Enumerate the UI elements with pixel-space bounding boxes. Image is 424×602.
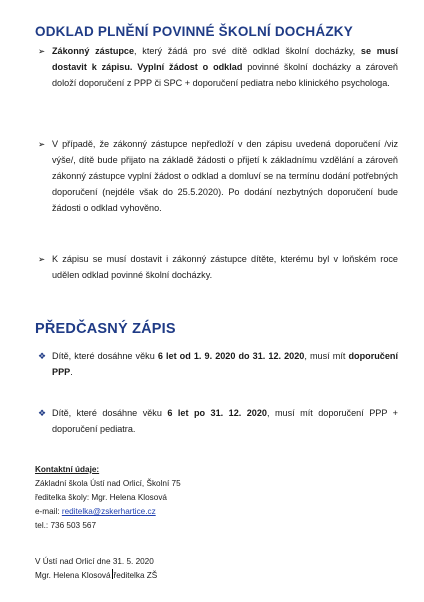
predcasny-item-2 [38, 405, 398, 437]
contact-block [35, 463, 181, 533]
text-run: , musí mít [304, 351, 349, 361]
signature-line [35, 569, 157, 583]
place-date: V Ústí nad Orlicí dne 31. 5. 2020 [35, 557, 154, 566]
bold-text-run: se musí dostavit k zápisu. Vyplní žádost o odklad [52, 46, 398, 72]
diamond-bullet-icon: ❖ [38, 408, 47, 418]
director-line: ředitelka školy: Mgr. Helena Klosová [35, 493, 167, 502]
rich-text [52, 43, 398, 91]
text-run: Dítě, které dosáhne věku [52, 351, 158, 361]
rich-text [52, 348, 398, 380]
text-run: povinné školní docházky a zároveň doloží doporučení z PPP či SPC + doporučení pediatra nebo klinického psychologa. [52, 62, 398, 88]
bold-text-run: Zákonný zástupce [52, 46, 135, 56]
odklad-item-3 [38, 251, 398, 283]
signatory-name: Mgr. Helena Klosová [35, 571, 111, 580]
text-run: , který žádá pro své dítě odklad školní docházky, [134, 46, 361, 56]
school-address: Základní škola Ústí nad Orlicí, Školní 75 [35, 479, 181, 488]
bold-text-run: 6 let po 31. 12. 2020 [167, 408, 267, 418]
arrow-bullet-icon: ➢ [38, 46, 46, 56]
section-title-predcasny-zapis: PŘEDČASNÝ ZÁPIS [35, 321, 176, 337]
rich-text [52, 136, 398, 216]
diamond-bullet-icon: ❖ [38, 351, 47, 361]
odklad-item-1 [38, 43, 398, 91]
text-cursor [112, 569, 113, 579]
text-run: . [70, 367, 73, 377]
predcasny-item-1 [38, 348, 398, 380]
odklad-item-2 [38, 136, 398, 216]
section-title-odklad: ODKLAD PLNĚNÍ POVINNÉ ŠKOLNÍ DOCHÁZKY [35, 24, 353, 39]
bold-text-run: 6 let od 1. 9. 2020 do 31. 12. 2020 [157, 351, 305, 361]
text-run: Dítě, které dosáhne věku [52, 408, 168, 418]
arrow-bullet-icon: ➢ [38, 254, 46, 264]
arrow-bullet-icon: ➢ [38, 139, 46, 149]
signature-block [35, 555, 157, 583]
rich-text [52, 251, 398, 283]
phone-line: tel.: 736 503 567 [35, 521, 97, 530]
contact-label: Kontaktní údaje: [35, 465, 100, 474]
signatory-role: ředitelka ZŠ [113, 571, 158, 580]
text-run: V případě, že zákonný zástupce nepředloží v den zápisu uvedená doporučení /viz výše/, dítě bude přijato na základě žádosti o přijetí k základnímu vzdělání a zároveň zákonný zástupce vyplní žádost o odklad a domluví se na termínu dodání potřebných doporučení (nejdéle však do 25.5.2020). Po dodání nezbytných doporučení bude žádosti o odklad vyhověno. [52, 139, 398, 213]
email-line [35, 505, 181, 519]
text-run: K zápisu se musí dostavit i zákonný zástupce dítěte, kterému byl v loňském roce udělen odklad povinné školní docházky. [52, 254, 398, 280]
email-label: e-mail: [35, 507, 62, 516]
bold-text-run: doporučení PPP [52, 351, 398, 377]
text-run: , musí mít doporučení PPP + doporučení pediatra. [52, 408, 398, 434]
email-link[interactable]: reditelka@zskerhartice.cz [61, 507, 156, 516]
rich-text [52, 405, 398, 437]
